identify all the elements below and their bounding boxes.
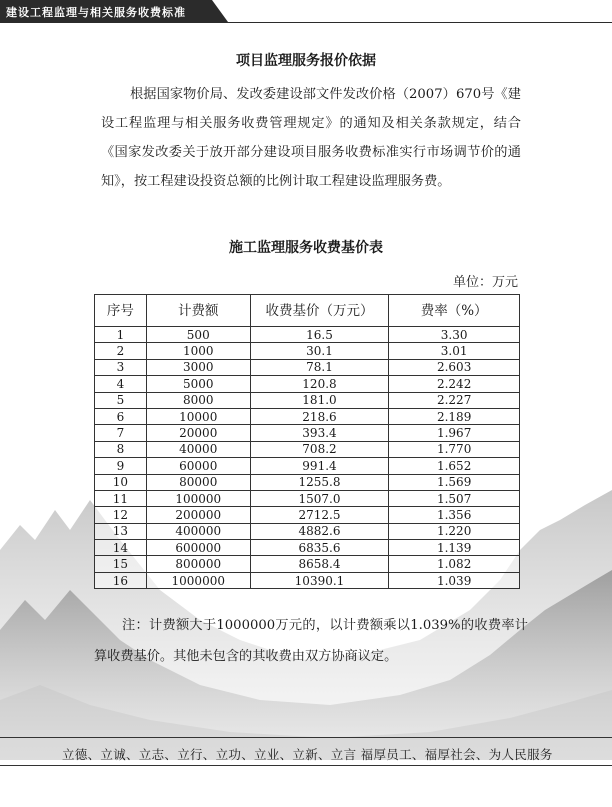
- header-rate: 费率（%）: [389, 295, 520, 327]
- cell-base-fee: 1255.8: [250, 474, 389, 490]
- table-row: [95, 523, 520, 539]
- cell-base-amount: 40000: [146, 441, 250, 457]
- cell-base-fee: 708.2: [250, 441, 389, 457]
- unit-label: 单位：万元: [452, 275, 518, 290]
- cell-index: 10: [95, 474, 147, 490]
- cell-rate: 1.039: [389, 572, 520, 588]
- cell-base-fee: 10390.1: [250, 572, 389, 588]
- cell-base-amount: 1000: [146, 343, 250, 359]
- table-row: [95, 376, 520, 392]
- cell-rate: 2.603: [389, 359, 520, 375]
- table-row: [95, 490, 520, 506]
- table-header-row: [95, 295, 520, 327]
- cell-base-fee: 1507.0: [250, 490, 389, 506]
- footer-slogan: 立德、立诚、立志、立行、立功、立业、立新、立言 福厚员工、福厚社会、为人民服务: [62, 747, 553, 762]
- cell-base-fee: 78.1: [250, 359, 389, 375]
- cell-base-fee: 16.5: [250, 327, 389, 343]
- cell-rate: 1.139: [389, 540, 520, 556]
- cell-index: 8: [95, 441, 147, 457]
- cell-index: 4: [95, 376, 147, 392]
- cell-base-amount: 60000: [146, 458, 250, 474]
- cell-base-amount: 10000: [146, 408, 250, 424]
- cell-rate: 1.082: [389, 556, 520, 572]
- cell-base-fee: 218.6: [250, 408, 389, 424]
- table-row: [95, 441, 520, 457]
- cell-index: 12: [95, 507, 147, 523]
- header-base-fee: 收费基价（万元）: [250, 295, 389, 327]
- section-title: 项目监理服务报价依据: [236, 53, 376, 69]
- table-row: [95, 343, 520, 359]
- cell-base-amount: 500: [146, 327, 250, 343]
- table-row: [95, 556, 520, 572]
- header-index: 序号: [95, 295, 147, 327]
- cell-index: 15: [95, 556, 147, 572]
- intro-paragraph: 根据国家物价局、发改委建设部文件发改价格（2007）670号《建设工程监理与相关服务收费管理规定》的通知及相关条款规定，结合《国家发改委关于放开部分建设项目服务收费标准实行市场调节价的通知》，按工程建设投资总额的比例计取工程建设监理服务费。: [101, 87, 521, 189]
- cell-base-amount: 800000: [146, 556, 250, 572]
- cell-base-amount: 100000: [146, 490, 250, 506]
- cell-index: 7: [95, 425, 147, 441]
- fee-table: [94, 294, 520, 589]
- cell-index: 9: [95, 458, 147, 474]
- cell-base-fee: 8658.4: [250, 556, 389, 572]
- cell-base-fee: 30.1: [250, 343, 389, 359]
- header-title: 建设工程监理与相关服务收费标准: [6, 6, 186, 19]
- table-row: [95, 359, 520, 375]
- cell-base-amount: 200000: [146, 507, 250, 523]
- cell-rate: 1.569: [389, 474, 520, 490]
- table-row: [95, 474, 520, 490]
- cell-index: 1: [95, 327, 147, 343]
- cell-rate: 1.770: [389, 441, 520, 457]
- cell-index: 16: [95, 572, 147, 588]
- table-row: [95, 425, 520, 441]
- cell-index: 5: [95, 392, 147, 408]
- table-row: [95, 327, 520, 343]
- table-row: [95, 392, 520, 408]
- table-title: 施工监理服务收费基价表: [229, 240, 383, 256]
- cell-base-amount: 3000: [146, 359, 250, 375]
- cell-index: 3: [95, 359, 147, 375]
- cell-base-amount: 400000: [146, 523, 250, 539]
- cell-base-amount: 8000: [146, 392, 250, 408]
- table-row: [95, 408, 520, 424]
- table-row: [95, 540, 520, 556]
- header-band: [0, 0, 230, 22]
- cell-rate: 1.967: [389, 425, 520, 441]
- cell-index: 13: [95, 523, 147, 539]
- cell-rate: 2.227: [389, 392, 520, 408]
- cell-base-fee: 4882.6: [250, 523, 389, 539]
- table-row: [95, 507, 520, 523]
- cell-rate: 3.30: [389, 327, 520, 343]
- note-paragraph: 注：计费额大于1000000万元的，以计费额乘以1.039%的收费率计算收费基价。其他未包含的其收费由双方协商议定。: [94, 618, 528, 664]
- header-divider: [0, 22, 612, 23]
- cell-base-fee: 181.0: [250, 392, 389, 408]
- cell-rate: 1.507: [389, 490, 520, 506]
- cell-rate: 1.220: [389, 523, 520, 539]
- cell-base-amount: 1000000: [146, 572, 250, 588]
- footer-divider-top: [0, 737, 612, 738]
- cell-base-fee: 2712.5: [250, 507, 389, 523]
- table-body: [95, 327, 520, 589]
- cell-index: 14: [95, 540, 147, 556]
- cell-rate: 1.356: [389, 507, 520, 523]
- cell-index: 6: [95, 408, 147, 424]
- cell-rate: 2.242: [389, 376, 520, 392]
- cell-base-amount: 5000: [146, 376, 250, 392]
- table-row: [95, 572, 520, 588]
- header-base-amount: 计费额: [146, 295, 250, 327]
- cell-index: 11: [95, 490, 147, 506]
- cell-base-fee: 393.4: [250, 425, 389, 441]
- cell-base-fee: 120.8: [250, 376, 389, 392]
- cell-rate: 3.01: [389, 343, 520, 359]
- table-row: [95, 458, 520, 474]
- cell-index: 2: [95, 343, 147, 359]
- cell-base-amount: 600000: [146, 540, 250, 556]
- cell-rate: 1.652: [389, 458, 520, 474]
- footer-divider-bottom: [0, 765, 612, 766]
- cell-rate: 2.189: [389, 408, 520, 424]
- cell-base-amount: 20000: [146, 425, 250, 441]
- cell-base-amount: 80000: [146, 474, 250, 490]
- cell-base-fee: 991.4: [250, 458, 389, 474]
- cell-base-fee: 6835.6: [250, 540, 389, 556]
